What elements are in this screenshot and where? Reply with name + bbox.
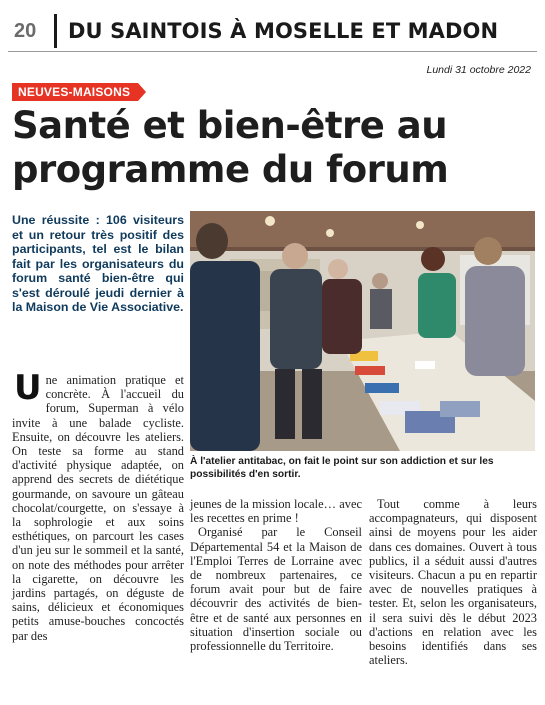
publication-date: Lundi 31 octobre 2022 (426, 64, 531, 76)
page-number: 20 (14, 20, 37, 42)
photo-caption: À l'atelier antitabac, on fait le point sur son addiction et sur les possibilités d'en sortir. (190, 456, 494, 480)
body-paragraph: Organisé par le Conseil Départemental 54 et la Maison de l'Emploi Terres de Lorraine avec de nombreux partenaires, ce forum avait pour but de faire découvrir des activités de bien-être et de santé aux personnes en situation d'insertion sociale ou professionnelle du Territoire. (190, 525, 362, 654)
workshop-photo-illustration (190, 211, 535, 451)
body-column-1 (12, 368, 184, 643)
article-headline: Santé et bien-être au programme du forum (12, 104, 449, 191)
body-paragraph: Tout comme à leurs accompagnateurs, qui disposent ainsi de moyens pour les aider dans ces domaines. Ouvert à tous publics, il a séduit aussi d'autres visiteurs. Chacun a pu en repartir avec de nouvelles pratiques à tester. Et, selon les organisateurs, il sera suivi dès le début 2023 d'actions en relation avec les besoins identifiés dans ses ateliers. (369, 497, 537, 668)
article-photo (190, 211, 535, 451)
header-bottom-rule (8, 51, 537, 52)
page-header (8, 10, 537, 52)
body-paragraph: jeunes de la mission locale… avec les recettes en prime ! (190, 497, 362, 526)
article-intro: Une réussite : 106 visiteurs et un retour très positif des participants, tel est le bilan fait par les organisateurs du forum santé bien-être qui s'est déroulé jeudi dernier à la Maison de Vie Associative. (12, 213, 184, 314)
body-text-col1: ne animation pratique et concrète. À l'accueil du forum, Superman à vélo invite à une balade cycliste. Ensuite, on découvre les ateliers. On teste sa forme au stand d'activité physique adaptée, on apprend des secrets de diététique gourmande, on savoure un gâteau chocolat/courgette, on s'essaye à la sophrologie et aux soins esthétiques, on parcourt les cases d'un jeu sur le sommeil et la santé, on note des méthodes pour arrêter la cigarette, on découvre les jardins partagés, on déguste de sains, délicieux et économiques petits amuse-bouches concoctés par des (12, 373, 184, 643)
section-title: DU SAINTOIS À MOSELLE ET MADON (68, 19, 499, 43)
body-column-2 (190, 497, 362, 653)
header-divider (54, 14, 57, 48)
location-kicker: NEUVES-MAISONS (12, 83, 138, 101)
body-column-3 (369, 497, 537, 667)
drop-cap: U (14, 368, 42, 408)
